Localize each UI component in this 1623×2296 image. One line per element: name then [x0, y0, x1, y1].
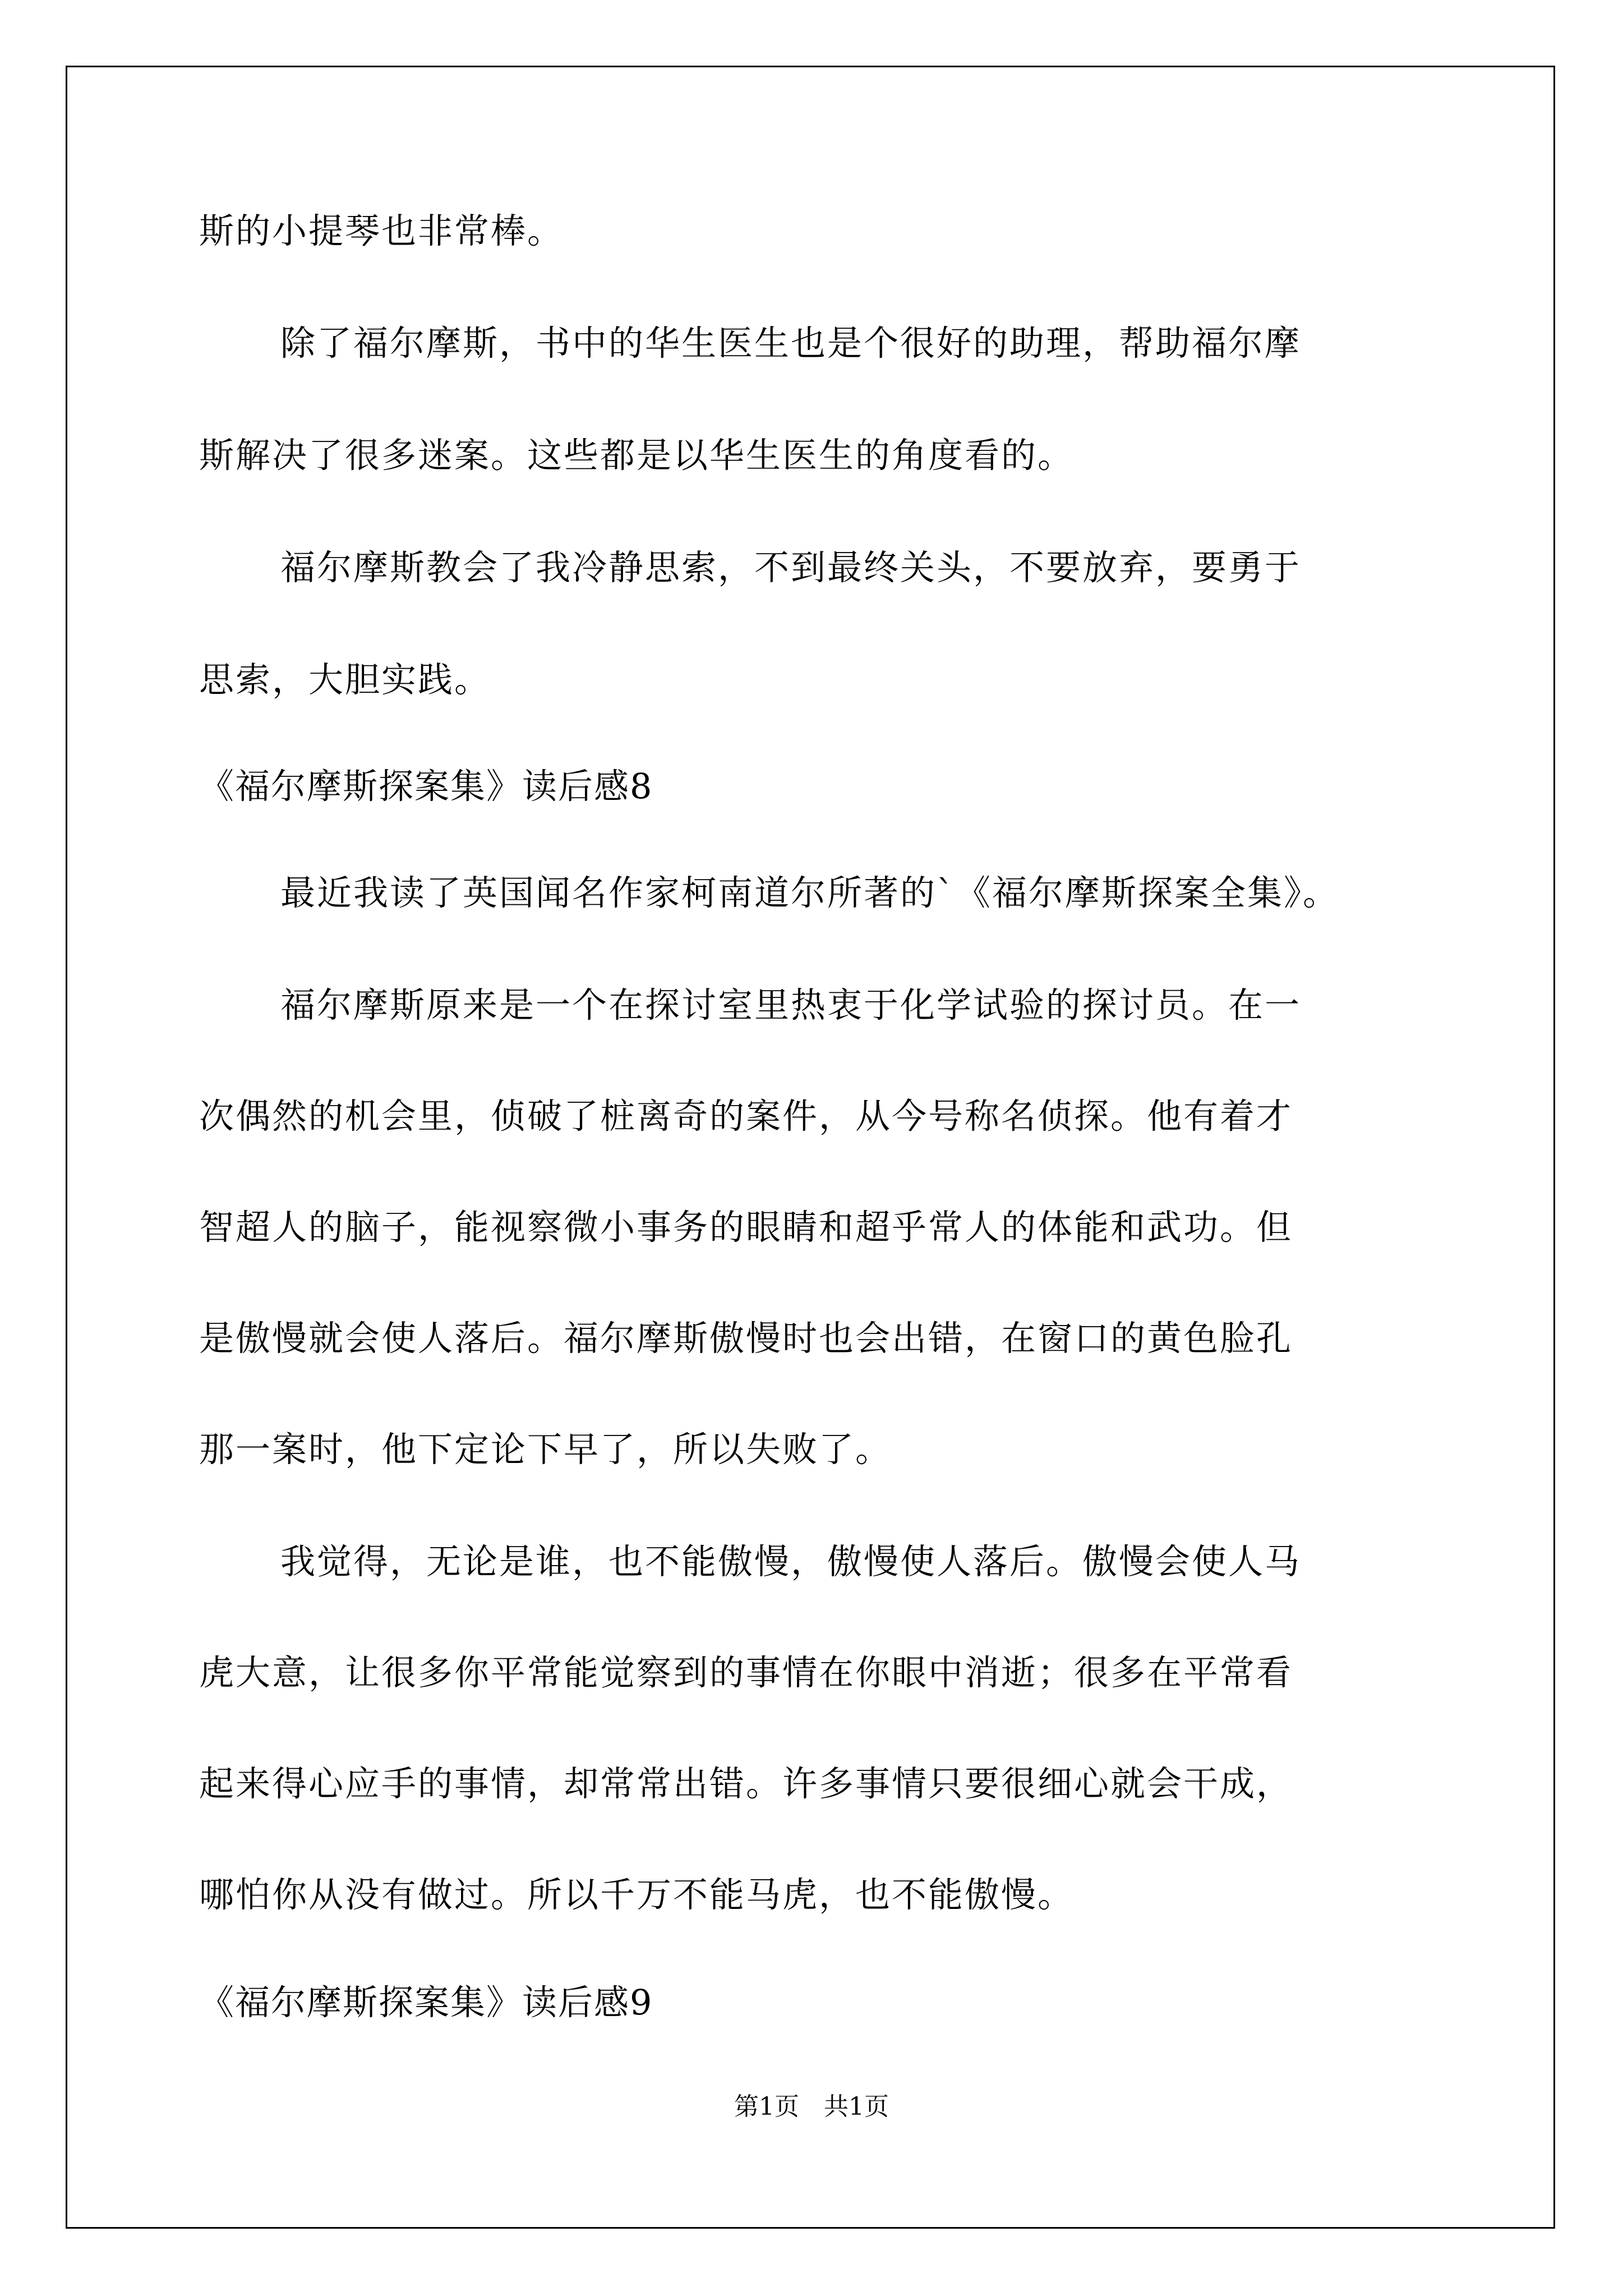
- paragraph-line: 哪怕你从没有做过。所以千万不能马虎，也不能傲慢。: [199, 1874, 1075, 1915]
- paragraph-line: 思索，大胆实践。: [199, 659, 491, 700]
- section-heading: 《福尔摩斯探案集》读后感9: [199, 1982, 653, 2023]
- paragraph-line: 斯的小提琴也非常棒。: [199, 210, 564, 251]
- paragraph-line: 福尔摩斯教会了我冷静思索，不到最终关头，不要放弃，要勇于: [280, 547, 1302, 588]
- paragraph-line: 是傲慢就会使人落后。福尔摩斯傲慢时也会出错，在窗口的黄色脸孔: [199, 1318, 1293, 1359]
- paragraph-line: 次偶然的机会里，侦破了桩离奇的案件，从今号称名侦探。他有着才: [199, 1096, 1293, 1137]
- paragraph-line: 最近我读了英国闻名作家柯南道尔所著的`《福尔摩斯探案全集》。: [280, 872, 1340, 913]
- paragraph-line: 起来得心应手的事情，却常常出错。许多事情只要很细心就会干成，: [199, 1763, 1293, 1804]
- page-footer: 第1页 共1页: [734, 2092, 889, 2121]
- paragraph-line: 除了福尔摩斯，书中的华生医生也是个很好的助理，帮助福尔摩: [280, 323, 1302, 364]
- paragraph-line: 虎大意，让很多你平常能觉察到的事情在你眼中消逝；很多在平常看: [199, 1652, 1293, 1693]
- paragraph-line: 那一案时，他下定论下早了，所以失败了。: [199, 1429, 892, 1470]
- section-heading: 《福尔摩斯探案集》读后感8: [199, 766, 653, 807]
- paragraph-line: 斯解决了很多迷案。这些都是以华生医生的角度看的。: [199, 435, 1075, 476]
- paragraph-line: 我觉得，无论是谁，也不能傲慢，傲慢使人落后。傲慢会使人马: [280, 1541, 1302, 1582]
- paragraph-line: 福尔摩斯原来是一个在探讨室里热衷于化学试验的探讨员。在一: [280, 984, 1302, 1025]
- paragraph-line: 智超人的脑子，能视察微小事务的眼睛和超乎常人的体能和武功。但: [199, 1207, 1293, 1248]
